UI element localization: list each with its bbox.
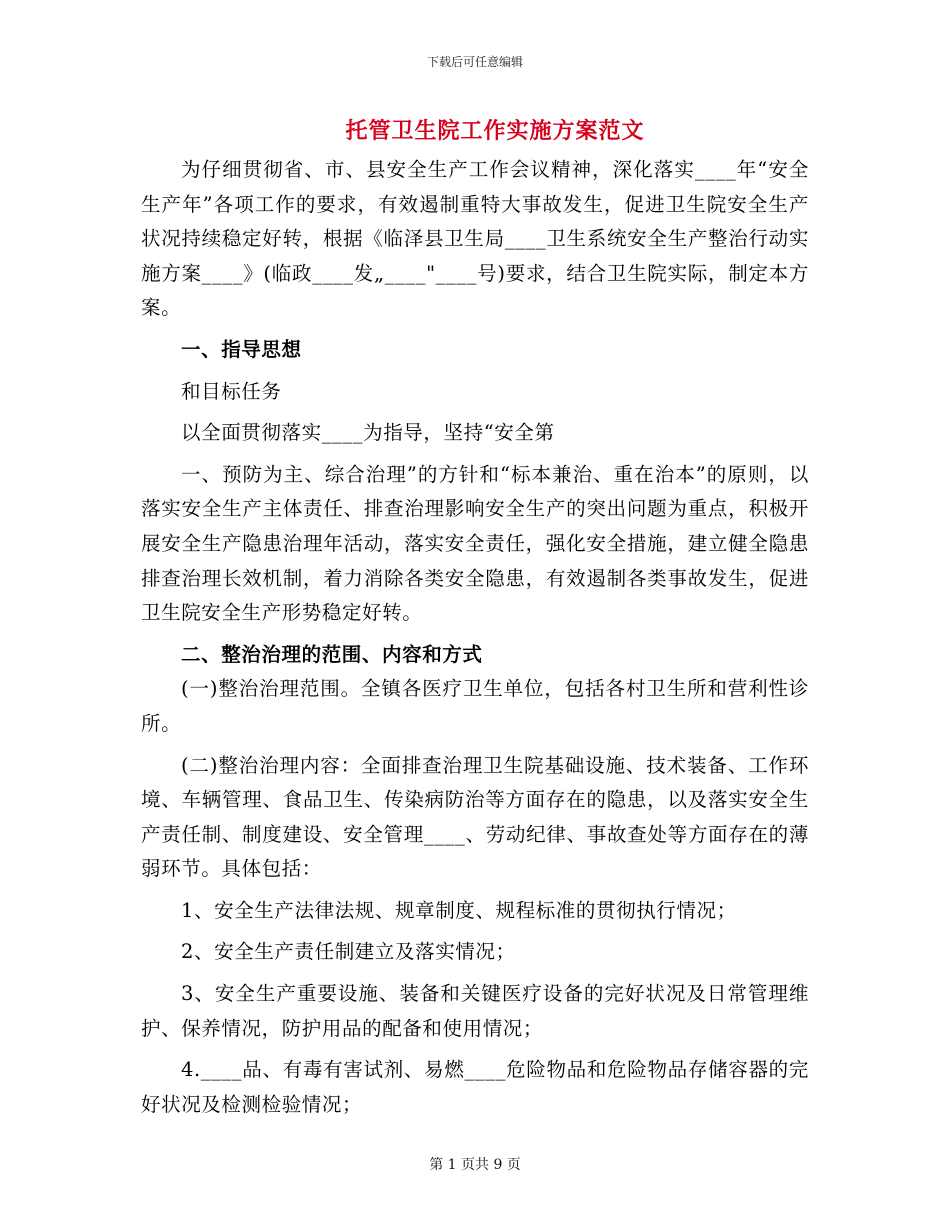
paragraph-principles: 一、预防为主、综合治理”的方针和“标本兼治、重在治本”的原则，以落实安全生产主体责任、排查治理影响安全生产的突出问题为重点，积极开展安全生产隐患治理年活动，落实安全责任，强化安全措施，建立健全隐患排查治理长效机制，着力消除各类安全隐患，有效遏制各类事故发生，促进卫生院安全生产形势稳定好转。 <box>141 462 809 625</box>
page-number: 第 1 页共 9 页 <box>429 1157 521 1173</box>
paragraph-guidance: 以全面贯彻落实____为指导，坚持“安全第 <box>181 421 555 445</box>
list-item-3: 3、安全生产重要设施、装备和关键医疗设备的完好状况及日常管理维护、保养情况，防护用品的配备和使用情况； <box>141 982 809 1040</box>
document-title: 托管卫生院工作实施方案范文 <box>345 118 645 144</box>
header-note: 下载后可任意编辑 <box>426 55 523 69</box>
paragraph-goals: 和目标任务 <box>181 379 282 403</box>
list-item-4: 4.____品、有毒有害试剂、易燃____危险物品和危险物品存储容器的完好状况及检测检验情况； <box>141 1058 809 1116</box>
list-item-1: 1、安全生产法律法规、规章制度、规程标准的贯彻执行情况； <box>181 898 737 922</box>
document-body <box>141 153 809 1122</box>
paragraph-content: (二)整治治理内容：全面排查治理卫生院基础设施、技术装备、工作环境、车辆管理、食品卫生、传染病防治等方面存在的隐患，以及落实安全生产责任制、制度建设、安全管理____、劳动纪律、事故查处等方面存在的薄弱环节。具体包括： <box>141 753 809 881</box>
heading-scope: 二、整治治理的范围、内容和方式 <box>181 642 483 666</box>
paragraph-scope: (一)整治治理范围。全镇各医疗卫生单位，包括各村卫生所和营利性诊所。 <box>141 677 809 735</box>
heading-guiding-thought: 一、指导思想 <box>181 337 302 361</box>
list-item-2: 2、安全生产责任制建立及落实情况； <box>181 940 516 964</box>
paragraph-intro: 为仔细贯彻省、市、县安全生产工作会议精神，深化落实____年“安全生产年”各项工作的要求，有效遏制重特大事故发生，促进卫生院安全生产状况持续稳定好转，根据《临泽县卫生局____卫生系统安全生产整治行动实施方案____》(临政____发„____"____号)要求，结合卫生院实际，制定本方案。 <box>141 158 809 320</box>
